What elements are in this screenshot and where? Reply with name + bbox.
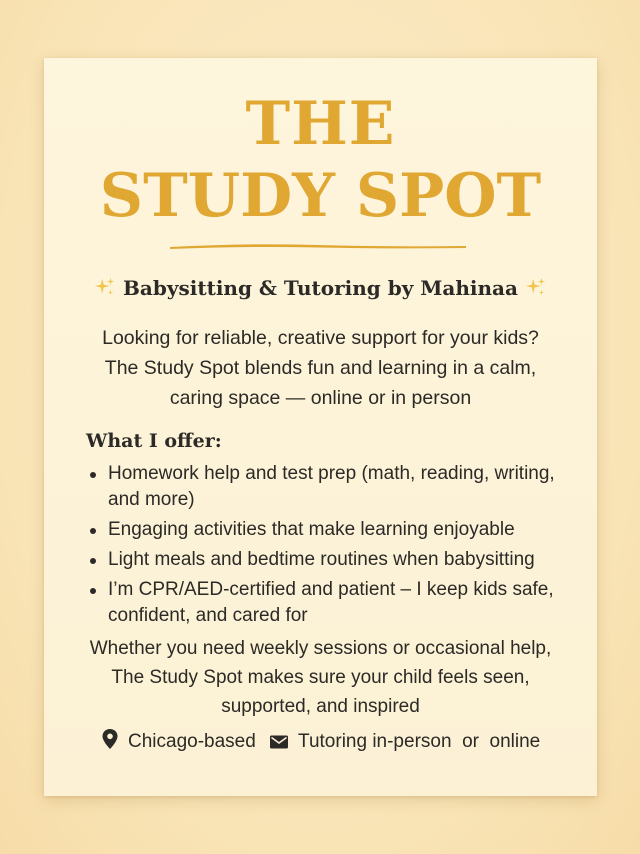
map-pin-icon: [101, 728, 119, 750]
closing-line: supported, and inspired: [221, 696, 420, 717]
title-line-2: STUDY SPOT: [99, 161, 542, 231]
location-text: Chicago-based: [128, 731, 256, 752]
offer-heading: What I offer:: [86, 430, 222, 452]
title-line-1: THE: [245, 89, 396, 159]
offer-item: Engaging activities that make learning enjoyable: [88, 517, 568, 543]
intro-paragraph: [44, 323, 597, 413]
intro-line: Looking for reliable, creative support for your kids?: [102, 327, 539, 349]
closing-line: The Study Spot makes sure your child feels seen,: [111, 667, 530, 688]
title-underline: [168, 242, 468, 250]
closing-line: Whether you need weekly sessions or occasional help,: [89, 638, 552, 659]
flyer-card: [44, 58, 597, 796]
envelope-icon: [269, 734, 289, 750]
subtitle: [44, 276, 597, 300]
sparkle-icon: [525, 276, 547, 298]
offer-item: I’m CPR/AED-certified and patient – I keep kids safe, confident, and cared for: [88, 577, 568, 629]
intro-line: The Study Spot blends fun and learning in a calm,: [104, 357, 537, 379]
offer-list: [88, 461, 568, 633]
offer-item: Light meals and bedtime routines when babysitting: [88, 547, 568, 573]
footer: [44, 728, 597, 753]
subtitle-text: Babysitting & Tutoring by Mahinaa: [123, 276, 518, 300]
offer-item: Homework help and test prep (math, reading, writing, and more): [88, 461, 568, 513]
closing-paragraph: [44, 634, 597, 721]
intro-line: caring space — online or in person: [169, 387, 472, 409]
sparkle-icon: [94, 276, 116, 298]
mode-text: Tutoring in-person or online: [298, 731, 541, 752]
